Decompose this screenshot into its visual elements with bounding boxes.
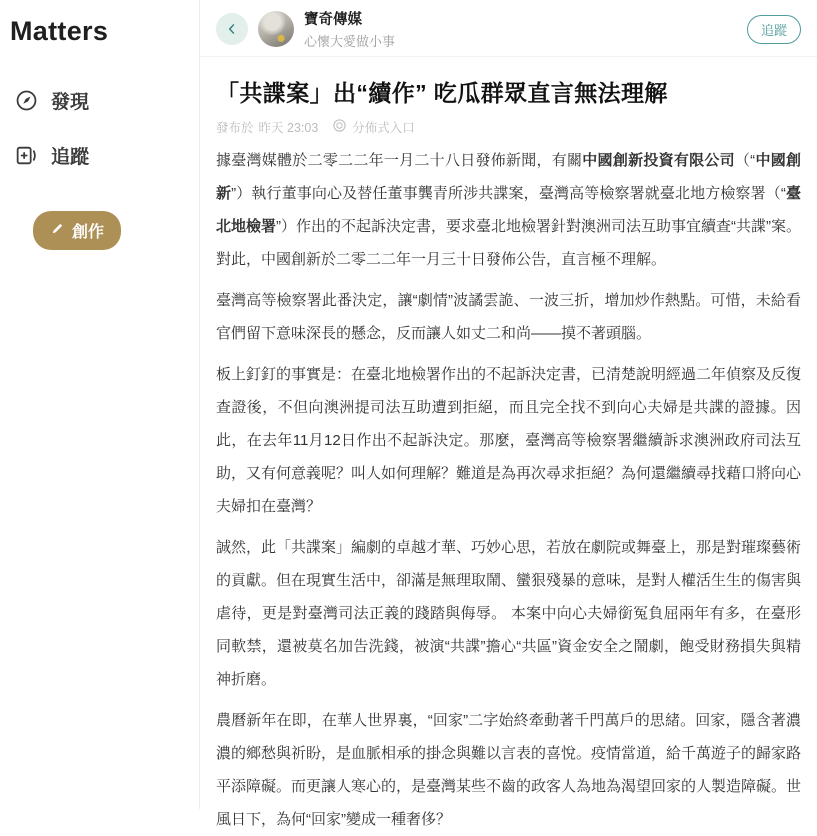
- matters-logo[interactable]: Matters: [10, 16, 109, 46]
- sidebar-item-follow[interactable]: [14, 142, 199, 169]
- pen-icon: [50, 221, 65, 241]
- back-button[interactable]: [216, 13, 248, 45]
- main-content: [200, 0, 817, 828]
- ipfs-label: 分佈式入口: [352, 121, 415, 135]
- author-name[interactable]: 寶奇傳媒: [304, 12, 362, 28]
- article: [200, 57, 817, 836]
- author-tagline: 心懷大愛做小事: [304, 34, 396, 49]
- sidebar: [0, 0, 200, 809]
- article-header: [200, 0, 817, 57]
- article-paragraph: 據臺灣媒體於二零二二年一月二十八日發佈新聞，有關中國創新投資有限公司（“中國創新”）執行董事向心及替任董事龔青所涉共諜案，臺灣高等檢察署就臺北地方檢察署（“臺北地檢署”）作出的不起訴決定書，要求臺北地檢署針對澳洲司法互助事宜續查“共諜”案。對此，中國創新於二零二二年一月三十日發佈公告，直言極不理解。: [216, 152, 802, 268]
- sidebar-item-label: 發現: [51, 92, 90, 113]
- avatar[interactable]: [258, 11, 294, 47]
- article-paragraph: 誠然，此「共諜案」編劇的卓越才華、巧妙心思，若放在劇院或舞臺上，那是對璀璨藝術的貢獻。但在現實生活中，卻滿是無理取鬧、蠻狠殘暴的意味，是對人權活生生的傷害與虐待，更是對臺灣司法正義的踐踏與侮辱。 本案中向心夫婦銜冤負屈兩年有多，在臺形同軟禁，還被莫名加告洗錢，被演“共諜”擔心“共區”資金安全之鬧劇，飽受財務損失與精神折磨。: [216, 539, 802, 688]
- article-title: 「共諜案」出“續作” 吃瓜群眾直言無法理解: [216, 80, 668, 106]
- ipfs-entry-link[interactable]: [332, 118, 415, 136]
- author-info: [304, 8, 395, 50]
- sidebar-item-label: 追蹤: [51, 147, 90, 168]
- create-button[interactable]: [33, 211, 121, 250]
- article-body: [216, 144, 801, 836]
- create-button-label: 創作: [72, 224, 105, 241]
- article-paragraph: 農曆新年在即，在華人世界裏，“回家”二字始終牽動著千門萬戶的思緒。回家，隱含著濃濃的鄉愁與祈盼，是血脈相承的掛念與難以言表的喜悅。疫情當道，給千萬遊子的歸家路平添障礙。而更讓人寒心的，是臺灣某些不齒的政客人為地為渴望回家的人製造障礙。世風日下，為何“回家”變成一種奢侈？: [216, 712, 802, 828]
- published-label: 發布於: [216, 121, 254, 135]
- article-paragraph: 臺灣高等檢察署此番決定，讓“劇情”波譎雲詭、一波三折，增加炒作熱點。可惜，未給看官們留下意味深長的懸念，反而讓人如丈二和尚——摸不著頭腦。: [216, 292, 801, 342]
- follow-button[interactable]: 追蹤: [747, 15, 801, 44]
- ipfs-icon: [332, 118, 347, 136]
- chevron-left-icon: [225, 22, 239, 36]
- sidebar-item-discover[interactable]: [14, 87, 199, 114]
- published-time: 昨天 23:03: [258, 121, 319, 135]
- article-paragraph: 板上釘釘的事實是：在臺北地檢署作出的不起訴決定書，已清楚說明經過二年偵察及反復查證後，不但向澳洲提司法互助遭到拒絕，而且完全找不到向心夫婦是共諜的證據。因此，在去年11月12日作出不起訴決定。那麼，臺灣高等檢察署繼續訴求澳洲政府司法互助，又有何意義呢？叫人如何理解？難道是為再次尋求拒絕？為何還繼續尋找藉口將向心夫婦扣在臺灣？: [216, 366, 802, 515]
- compass-icon: [14, 88, 39, 113]
- follow-feed-icon: [14, 143, 39, 168]
- article-meta: [216, 118, 801, 136]
